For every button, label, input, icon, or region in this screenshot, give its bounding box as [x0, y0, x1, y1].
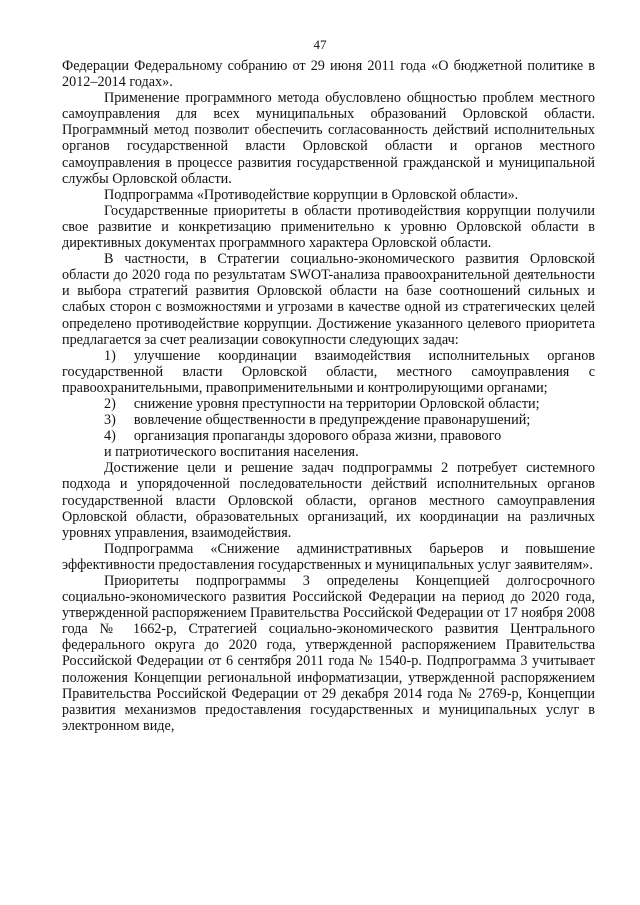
paragraph-program-method: Применение программного метода обусловлено общностью проблем местного самоуправления для всех муниципальных образований Орловской области. Программный метод позволит обеспечить согласованность действий исполнительных органов государственной власти Орловской области и органов местного самоуправления в процессе развития государственной гражданской и муниципальной службы Орловской области. [62, 90, 595, 187]
paragraph-strategy: В частности, в Стратегии социально-экономического развития Орловской области до 2020 года по результатам SWOT-анализа правоохранительной деятельности и выбора стратегий развития Орловской области на базе соотношений сильных и слабых сторон с возможностями и угрозами в качестве одной из стратегических целей определено противодействие коррупции. Достижение указанного целевого приоритета предлагается за счет реализации совокупности следующих задач: [62, 251, 595, 348]
task-text: снижение уровня преступности на территории Орловской области; [133, 395, 540, 412]
task-list [62, 348, 595, 461]
subprogram-heading-admin-barriers: Подпрограмма «Снижение административных барьеров и повышение эффективности предоставления государственных и муниципальных услуг заявителям». [62, 540, 595, 573]
page-number: 47 [313, 37, 327, 52]
subprogram-heading-anticorruption: Подпрограмма «Противодействие коррупции в Орловской области». [104, 186, 519, 203]
task-item-3 [62, 412, 595, 428]
paragraph-goal-achievement: Достижение цели и решение задач подпрограммы 2 потребует системного подхода и упорядоченной последовательности действий исполнительных органов государственной власти Орловской области, органов местного самоуправления Орловской области, образовательных организаций, их координации на различных уровнях управления, взаимодействия. [62, 460, 595, 541]
task-item-2 [62, 396, 595, 412]
task-number: 1) [104, 347, 116, 364]
task-text: организация пропаганды здорового образа жизни, правового [133, 428, 502, 445]
task-text: улучшение координации взаимодействия исполнительных органов государственной власти Орловской области, местного самоуправления с правоохранительными, правоприменительными и контролирующими органами; [62, 347, 595, 396]
task-item-4-continuation: и патриотического воспитания населения. [104, 444, 359, 461]
task-number: 4) [104, 428, 116, 445]
task-item-1 [62, 348, 595, 396]
task-text: вовлечение общественности в предупреждение правонарушений; [133, 412, 531, 429]
paragraph-budget-policy: Федерации Федеральному собранию от 29 июня 2011 года «О бюджетной политике в 2012–2014 годах». [62, 58, 595, 91]
task-number: 2) [104, 395, 116, 412]
document-body [62, 58, 595, 734]
task-item-4 [62, 428, 595, 444]
task-number: 3) [104, 412, 116, 429]
paragraph-state-priorities: Государственные приоритеты в области противодействия коррупции получили свое развитие и конкретизацию применительно к уровню Орловской области в директивных документах программного характера Орловской области. [62, 202, 595, 252]
paragraph-subprogram-3-priorities: Приоритеты подпрограммы 3 определены Концепцией долгосрочного социально-экономического развития Российской Федерации на период до 2020 года, утвержденной распоряжением Правительства Российской Федерации от 17 ноября 2008 года № 1662-р, Стратегией социально-экономического развития Центрального федерального округа до 2020 года, утвержденной распоряжением Правительства Российской Федерации от 6 сентября 2011 года № 1540-р. Подпрограмма 3 учитывает положения Концепции региональной информатизации, утвержденной распоряжением Правительства Российской Федерации от 29 декабря 2014 года № 2769-р, Концепции развития механизмов предоставления государственных и муниципальных услуг в электронном виде, [62, 573, 595, 734]
